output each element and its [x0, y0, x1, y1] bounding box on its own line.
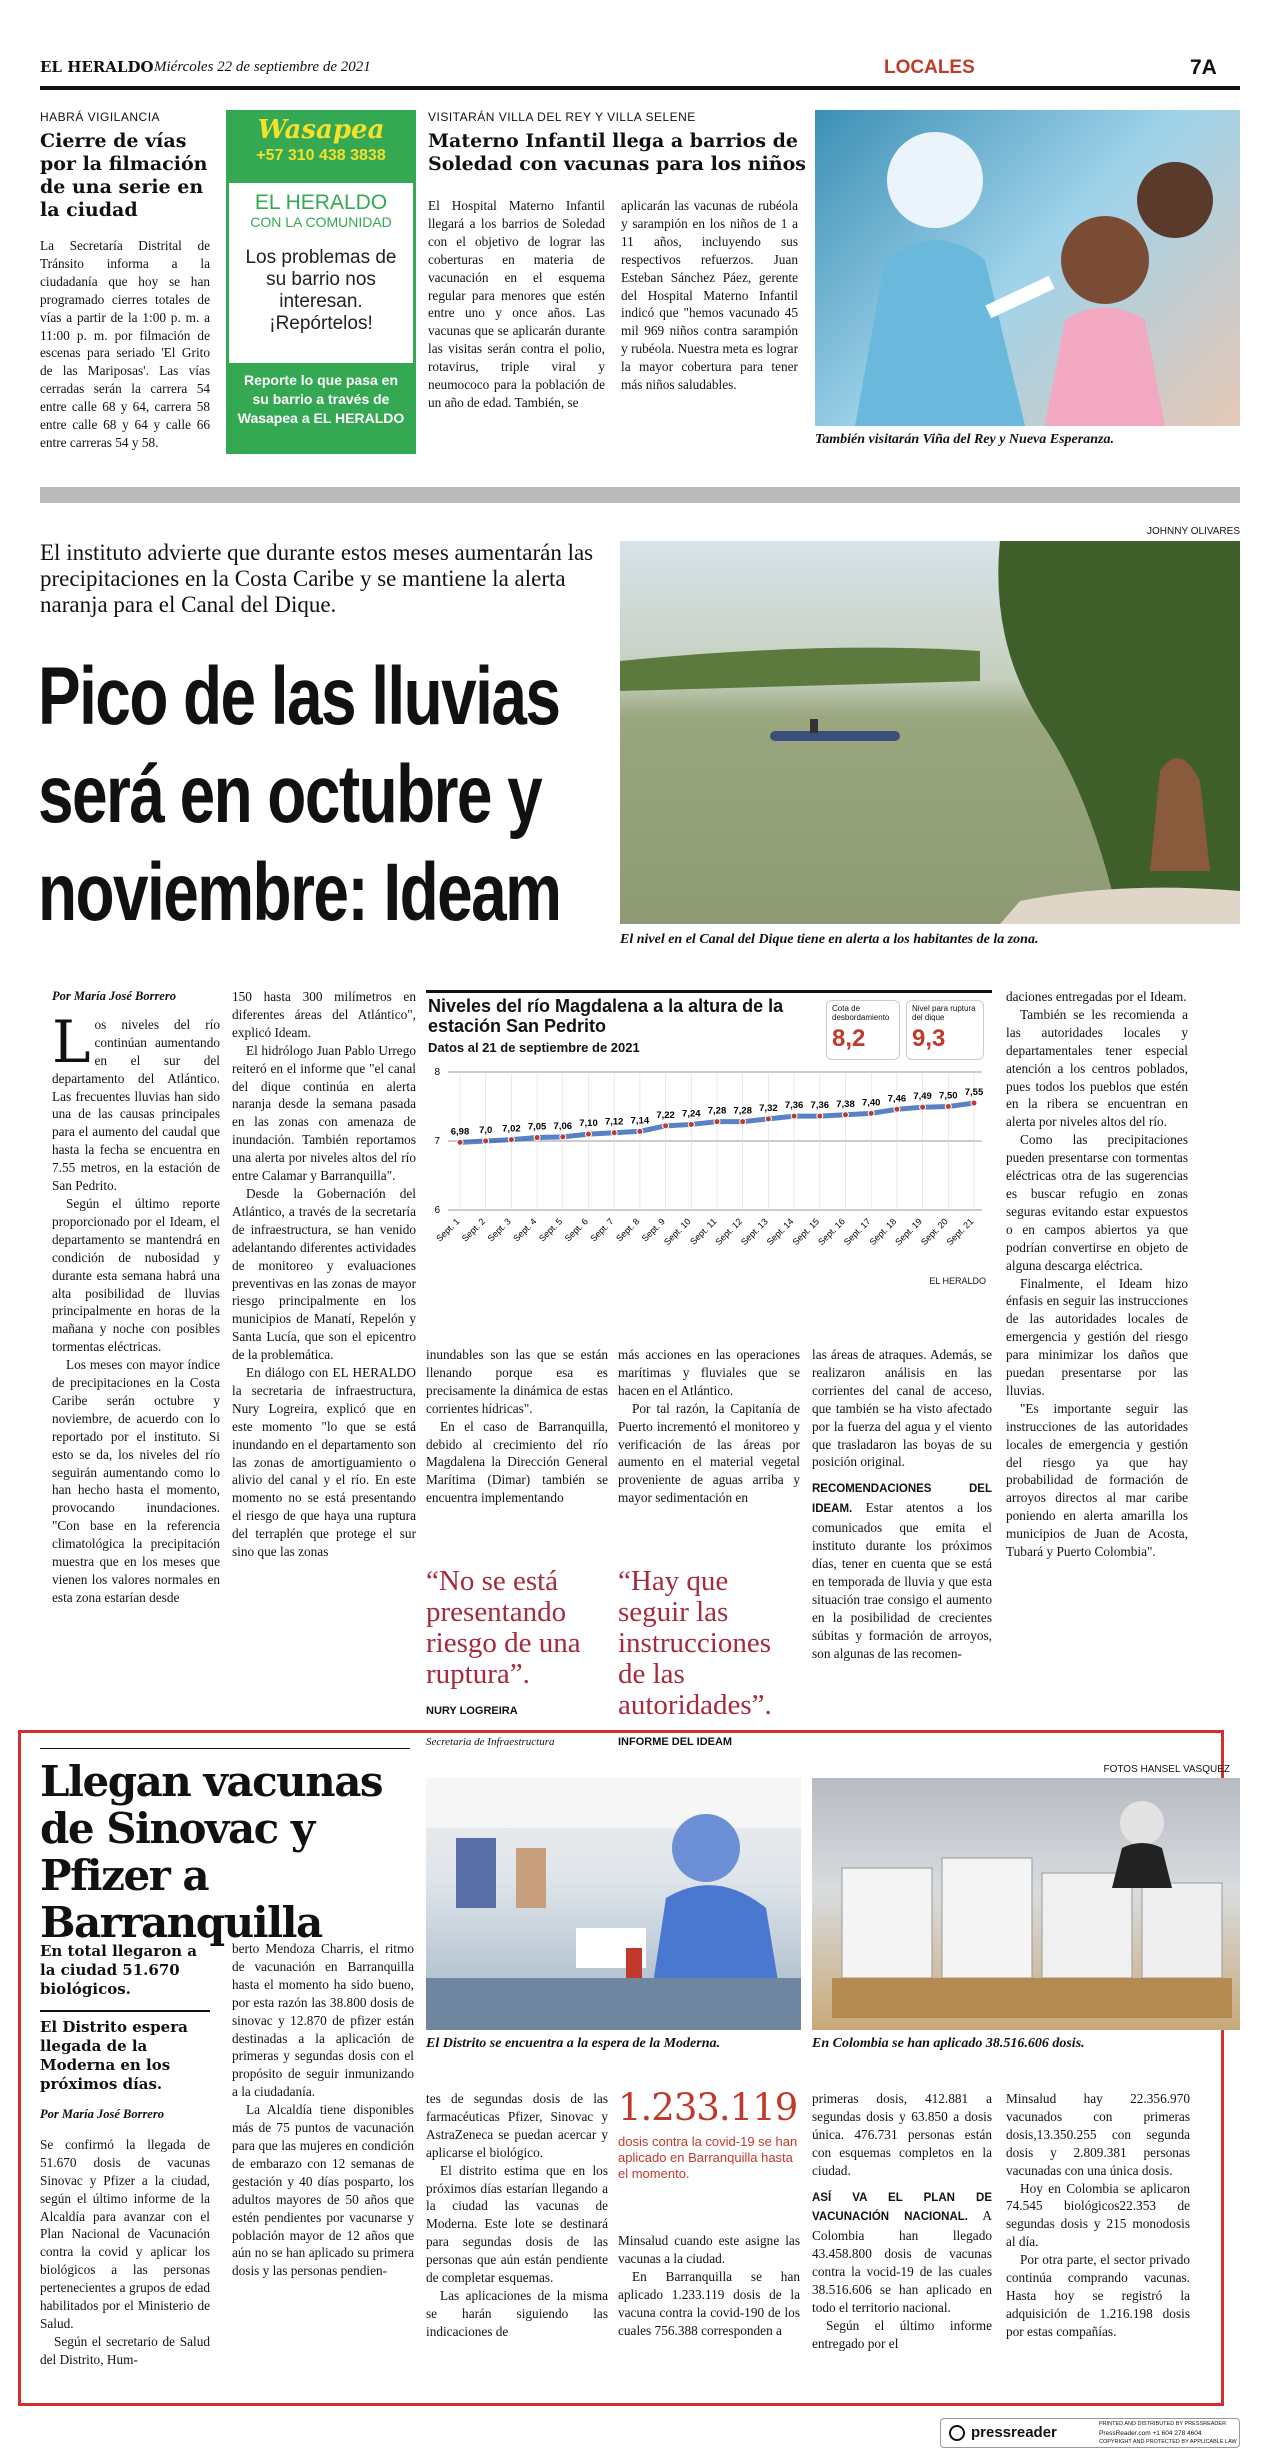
photo-credit: FOTOS HANSEL VASQUEZ	[1103, 1764, 1230, 1775]
story3-headline	[38, 652, 618, 952]
wasapea-cta[interactable]: Reporte lo que pasa en su barrio a través de Wasapea a EL HERALDO	[229, 363, 413, 451]
y-tick-label: 6	[434, 1205, 440, 1216]
x-tick-label: Sept. 1	[434, 1216, 462, 1244]
quote-role: Secretaria de Infraestructura	[426, 1736, 555, 1748]
paragraph: Minsalud cuando este asigne las vacunas a la ciudad.	[618, 2233, 800, 2266]
data-label: 7,0	[479, 1125, 493, 1136]
photo-art	[620, 541, 1240, 924]
paragraph: Se confirmó la llegada de 51.670 dosis de vacunas Sinovac y Pfizer a la ciudad, según el último informe de la Alcaldía para avanzar con el Plan Nacional de Vacunación contra la covid y aplicar los biológicos a las personas pertenecientes a grupos de edad habilitados por el Ministerio de Salud.	[40, 2136, 210, 2331]
data-point	[637, 1128, 643, 1134]
story4-sub-1: En total llegaron a la ciudad 51.670 biológicos.	[40, 1942, 197, 1998]
data-point	[457, 1139, 463, 1145]
paragraph: os niveles del río continúan aumentando en el sur del departamento del Atlántico. Las frecuentes lluvias han sido una de las causas principales para el aumento del caudal que hasta la fecha se encuentra en 7.55 metros, en la estación de San Pedrito.	[52, 1016, 220, 1194]
photo-credit: JOHNNY OLIVARES	[1147, 526, 1240, 537]
box-label: Nivel para ruptura del dique	[912, 1004, 976, 1022]
data-point	[688, 1121, 694, 1127]
x-tick-label: Sept. 12	[713, 1216, 745, 1248]
data-label: 6,98	[450, 1126, 470, 1138]
box-label: Cota de desbordamiento	[832, 1004, 890, 1022]
byline: Por María José Borrero	[40, 2107, 164, 2121]
photo-art	[426, 1778, 801, 2030]
box-value: 9,3	[912, 1025, 946, 1052]
paragraph: "Es importante seguir las instrucciones de las autoridades locales de emergencia y gestión del riesgo ya que hay probabilidad de formación de arroyos directos al mar caribe poniendo en alerta amarilla los municipios de Juan de Acosta, Tubará y Puerto Colombia".	[1006, 1400, 1188, 1560]
paragraph: En el caso de Barranquilla, debido al crecimiento del río Magdalena la Dirección General Marítima (Dimar) también se encuentra implementando	[426, 1418, 608, 1506]
data-point	[817, 1113, 823, 1119]
story4-top-rule	[40, 1748, 410, 1749]
data-label: 7,28	[707, 1105, 727, 1117]
x-tick-label: Sept. 16	[816, 1216, 847, 1248]
paragraph: También se les recomienda a las autoridades locales y departamentales tener especial atención a los centros poblados, pues todos los pueblos que estén en la ribera se encuentran en alerta por niveles altos del río.	[1006, 1006, 1188, 1130]
story3-col-6	[1006, 988, 1188, 1561]
data-point	[508, 1137, 514, 1143]
brand-sub: CON LA COMUNIDAD	[250, 214, 392, 230]
y-tick-label: 8	[434, 1067, 440, 1078]
data-label: 7,38	[836, 1098, 855, 1110]
chart-top-rule	[426, 990, 992, 993]
data-point	[663, 1123, 669, 1129]
x-tick-label: Sept. 5	[536, 1216, 565, 1244]
paragraph: En diálogo con EL HERALDO la secretaria de infraestructura, Nury Logreira, explicó que en este momento "lo que se está inundando en el departamento son las zonas de amortiguamiento o alivio del canal y el río. En este momento no se está presentando el riesgo de que haya una ruptura del terraplén que protege el sur sino que las zonas	[232, 1365, 416, 1560]
byline: Por María José Borrero	[52, 989, 176, 1003]
data-point	[843, 1112, 849, 1118]
brand-name: EL HERALDO	[254, 191, 388, 214]
data-point	[483, 1138, 489, 1144]
body-col-1: El Hospital Materno Infantil llegará a los barrios de Soledad con el objetivo de lograr las coberturas en materia de vacunación en el esquema regular para menores que estén entre uno y once años. Las vacunas que se aplicarán durante las visitas serán contra el polio, rotavirus, triple viral y neumococo para la población de un año de edad. También, se	[428, 198, 605, 410]
y-tick-label: 7	[434, 1136, 440, 1147]
data-point	[791, 1113, 797, 1119]
x-tick-label: Sept. 21	[944, 1216, 976, 1248]
wasapea-message: Los problemas de su barrio nos interesan. ¡Repórtelos!	[245, 247, 397, 334]
kicker: VISITARÁN VILLA DEL REY Y VILLA SELENE	[428, 110, 696, 124]
paragraph: Las aplicaciones de la misma se harán siguiendo las indicaciones de	[426, 2287, 608, 2339]
paragraph	[812, 2188, 992, 2317]
data-label: 7,36	[810, 1100, 830, 1112]
data-label: 7,46	[887, 1093, 907, 1105]
section-name: LOCALES	[884, 57, 975, 78]
paragraph: Según el último reporte proporcionado por el Ideam, el departamento se mantendrá en condición de nubosidad y durante esta semana habrá una alta posibilidad de lluvias principalmente en horas de la mañana y noche con posibles tormentas eléctricas.	[52, 1195, 220, 1355]
data-label: 7,24	[682, 1108, 701, 1120]
chart-plot	[426, 1060, 992, 1275]
photo-caption: En Colombia se han aplicado 38.516.606 dosis.	[812, 2036, 1085, 2051]
story4-col-2	[232, 1940, 414, 2280]
paragraph-text: A Colombia han llegado 43.458.800 dosis de vacunas contra la vocid-19 de las cuales 38.516.606 se han aplicado en todo el territorio nacional.	[812, 2208, 992, 2315]
issue-date: Miércoles 22 de septiembre de 2021	[154, 59, 371, 75]
paragraph: tes de segundas dosis de las farmacéuticas Pfizer, Sinovac y AstraZeneca se puedan acercar y aplicarse el biológico.	[426, 2091, 608, 2160]
fine-print-2: PressReader.com +1 604 278 4604	[1099, 2430, 1202, 2437]
data-point	[611, 1130, 617, 1136]
overflow-level-box	[826, 1000, 900, 1060]
story4-col-5	[812, 2090, 992, 2353]
data-point	[920, 1104, 926, 1110]
photo-canal-del-dique	[620, 541, 1240, 924]
paragraph-text: Estar atentos a los comunicados que emita el instituto durante los próximos días, tener en cuenta que se está en temporada de lluvia y que esta situación trae consigo el aumento en la posibilidad de crecientes súbitas y formación de arroyos, son algunas de las recomen-	[812, 1500, 992, 1661]
story-road-closures	[40, 110, 210, 452]
drop-cap: L	[52, 1007, 91, 1076]
sub-divider	[40, 2010, 210, 2012]
data-label: 7,12	[604, 1116, 624, 1128]
paragraph: En Barranquilla se han aplicado 1.233.119 dosis de la vacuna contra la covid-190 de los cuales 756.388 corresponden a	[618, 2268, 800, 2338]
story3-col-3	[426, 1346, 608, 1507]
x-tick-label: Sept. 8	[614, 1216, 642, 1244]
headline-line-3: noviembre: Ideam	[38, 847, 561, 938]
story3-col-2	[232, 988, 416, 1561]
headline: Materno Infantil llega a barrios de Soledad con vacunas para los niños	[428, 130, 806, 175]
body-text: La Secretaría Distrital de Tránsito informa a la ciudadanía que hoy se han programado cierres totales de vías a partir de la 1:00 p. m. a 11:00 p. m. por filmación de escenas para seriado 'El Grito de las Mariposas'. Las vías cerradas serán la carrera 54 entre calle 68 y 64, carrera 58 entre calle 68 y 64 y calle 66 entre carreras 54 y 58.	[40, 238, 210, 450]
wasapea-banner	[229, 113, 413, 183]
x-tick-label: Sept. 4	[511, 1216, 539, 1244]
story4-headline: Llegan vacunas de Sinovac y Pfizer a Barranquilla	[40, 1757, 383, 1947]
story-materno-infantil	[428, 110, 808, 410]
photo-vaccination-child	[815, 110, 1240, 426]
data-point	[560, 1134, 566, 1140]
data-label: 7,40	[861, 1097, 881, 1109]
x-tick-label: Sept. 10	[661, 1216, 693, 1248]
chart-title: Niveles del río Magdalena a la altura de la estación San Pedrito	[428, 996, 784, 1036]
data-point	[894, 1106, 900, 1112]
data-point	[740, 1119, 746, 1125]
x-tick-label: Sept. 9	[639, 1216, 668, 1244]
paragraph: daciones entregadas por el Ideam.	[1006, 989, 1187, 1004]
paragraph: El distrito estima que en los próximos días estarían llegando a la ciudad las vacunas de Moderna. Este lote se destinará para segundas dosis de las personas que aún están pendiente de completar esquemas.	[426, 2162, 608, 2286]
paragraph: Según el secretario de Salud del Distrito, Hum-	[40, 2333, 210, 2367]
box-value: 8,2	[832, 1025, 866, 1052]
pressreader-icon	[949, 2425, 965, 2441]
chart-source: EL HERALDO	[929, 1276, 986, 1286]
x-tick-label: Sept. 3	[485, 1216, 513, 1244]
photo-caption: También visitarán Viña del Rey y Nueva Esperanza.	[815, 432, 1114, 447]
data-label: 7,49	[913, 1091, 932, 1103]
headline: Cierre de vías por la filmación de una serie en la ciudad	[40, 130, 208, 221]
big-number-callout	[618, 2086, 800, 2182]
paragraph: Desde la Gobernación del Atlántico, a través de la secretaría de infraestructura, se han venido adelantando diferentes actividades de monitoreo y evaluaciones preventivas en las zonas de mayor riesgo principalmente en los municipios de Manatí, Repelón y Santa Lucía, que son el epicentro de la problemática.	[232, 1185, 416, 1363]
pressreader-badge[interactable]	[940, 2418, 1240, 2448]
quote-source: NURY LOGREIRA	[426, 1705, 518, 1717]
paragraph: Los meses con mayor índice de precipitaciones en la Costa Caribe serán octubre y noviembre, de acuerdo con lo reportado por el instituto. Si esto se da, los niveles del río seguirán aumentando como lo han hecho hasta el momento, provocando inundaciones. "Con base en la referencia climatológica la precipitación muestra que en los meses que vienen los valores normales en esta zona estarían desde	[52, 1357, 220, 1605]
data-point	[971, 1100, 977, 1106]
chart-subtitle: Datos al 21 de septiembre de 2021	[428, 1040, 640, 1055]
wasapea-phone[interactable]: +57 310 438 3838	[256, 147, 386, 164]
x-tick-label: Sept. 15	[790, 1216, 822, 1248]
story3-deck: El instituto advierte que durante estos meses aumentarán las precipitaciones en la Costa Caribe y se mantiene la alerta naranja para el Canal del Dique.	[40, 540, 594, 617]
story4-sub-2: El Distrito espera llegada de la Moderna en los próximos días.	[40, 2018, 188, 2093]
paragraph: 150 hasta 300 milímetros en diferentes áreas del Atlántico", explicó Ideam.	[232, 989, 416, 1040]
paragraph: las áreas de atraques. Además, se realizaron análisis en las corrientes del canal de acceso, que también se ha visto afectado por la fuerza del agua y el viento que trasladaron las boyas de su posición original.	[812, 1347, 992, 1470]
kicker: HABRÁ VIGILANCIA	[40, 110, 161, 124]
subhead: RECOMENDACIONES DEL IDEAM.	[812, 1483, 992, 1516]
paragraph: Por tal razón, la Capitanía de Puerto incrementó el monitoreo y verificación de las áreas por aumento en el material vegetal proveniente de aguas arriba y mayor sedimentación en	[618, 1400, 800, 1506]
rupture-level-box	[906, 1000, 984, 1060]
paragraph: inundables son las que se están llenando porque esa es precisamente la dinámica de estas corrientes hídricas".	[426, 1347, 608, 1416]
data-point	[945, 1104, 951, 1110]
fine-print-3: COPYRIGHT AND PROTECTED BY APPLICABLE LAW	[1099, 2439, 1237, 2445]
data-label: 7,36	[784, 1100, 804, 1112]
masthead	[40, 58, 1240, 92]
data-label: 7,50	[939, 1090, 958, 1102]
data-point	[586, 1131, 592, 1137]
data-label: 7,06	[553, 1120, 573, 1132]
photo-caption: El nivel en el Canal del Dique tiene en alerta a los habitantes de la zona.	[620, 932, 1039, 947]
page-number: 7A	[1190, 56, 1217, 79]
data-label: 7,22	[656, 1109, 675, 1121]
wasapea-title: Wasapea	[257, 115, 385, 145]
wasapea-ad	[226, 110, 416, 454]
big-number-text: dosis contra la covid-19 se han aplicado en Barranquilla hasta el momento.	[618, 2134, 798, 2181]
paragraph: Según el último informe entregado por el	[812, 2317, 992, 2351]
x-tick-label: Sept. 7	[588, 1216, 616, 1244]
paragraph: Finalmente, el Ideam hizo énfasis en seguir las instrucciones de las autoridades locales de emergencia y gestión del riesgo para minimizar los daños que puedan presentarse por las lluvias.	[1006, 1275, 1188, 1398]
quote-text: “No se está presentando riesgo de una ruptura”.	[426, 1565, 581, 1690]
story4-col-6	[1006, 2090, 1190, 2341]
photo-caption: El Distrito se encuentra a la espera de la Moderna.	[426, 2036, 721, 2051]
paragraph	[812, 1479, 992, 1662]
x-tick-label: Sept. 11	[688, 1216, 719, 1247]
x-tick-label: Sept. 6	[562, 1216, 590, 1244]
pressreader-brand: pressreader	[971, 2424, 1057, 2441]
section-divider	[40, 487, 1240, 503]
data-label: 7,32	[759, 1102, 778, 1114]
data-label: 7,10	[579, 1118, 598, 1130]
story3-col-1	[52, 988, 220, 1607]
x-tick-label: Sept. 18	[867, 1216, 899, 1248]
story3-col-5	[812, 1346, 992, 1662]
brand-block	[229, 191, 413, 230]
paragraph: más acciones en las operaciones marítimas y fluviales que se hacen en el Atlántico.	[618, 1347, 800, 1398]
quote-source: INFORME DEL IDEAM	[618, 1736, 733, 1748]
paragraph: La Alcaldía tiene disponibles más de 75 puntos de vacunación para que las mujeres en condición de embarazo con 12 semanas de gestación y 40 días posparto, los adultos mayores de 50 años que estén pendientes por vacunarse y población mayor de 12 años que aún no se han aplicado su primera dosis y las personas pendien-	[232, 2102, 414, 2279]
subhead: ASÍ VA EL PLAN DE VACUNACIÓN NACIONAL.	[812, 2191, 992, 2224]
data-point	[868, 1110, 874, 1116]
paragraph: berto Mendoza Charris, el ritmo de vacunación en Barranquilla hasta el momento ha sido bueno, por esta razón las 38.800 dosis de sinovac y 12.870 de pfizer están destinadas a la aplicación de primeras y segundas dosis con el propósito de seguir inmunizando a la ciudadanía.	[232, 1941, 414, 2100]
paragraph: Por otra parte, el sector privado continúa comprando vacunas. Hasta hoy se registró la adquisición de 1.216.198 dosis por estas compañías.	[1006, 2252, 1190, 2339]
masthead-rule	[40, 86, 1240, 90]
story4-col-4	[618, 2232, 800, 2339]
big-number: 1.233.119	[618, 2086, 798, 2129]
fine-print-1: PRINTED AND DISTRIBUTED BY PRESSREADER	[1099, 2421, 1227, 2427]
river-level-chart	[426, 990, 992, 1290]
x-tick-label: Sept. 19	[893, 1216, 925, 1248]
data-point	[534, 1135, 540, 1141]
data-label: 7,14	[630, 1115, 650, 1127]
paper-name: EL HERALDO	[40, 58, 154, 76]
paragraph: primeras dosis, 412.881 a segundas dosis y 63.850 a dosis única. 476.731 personas están con esquemas completos en la ciudad.	[812, 2091, 992, 2178]
paragraph: El hidrólogo Juan Pablo Urrego reiteró en el informe que "el canal del dique continúa en alerta naranja desde la semana pasada en las zonas con amenaza de inundación. También reportamos una alerta por niveles altos del río entre Calamar y Barranquilla".	[232, 1042, 416, 1184]
quote-text: “Hay que seguir las instrucciones de las autoridades”.	[618, 1565, 772, 1721]
story4-col-3	[426, 2090, 608, 2341]
data-point	[765, 1116, 771, 1122]
paragraph: Minsalud hay 22.356.970 vacunados con primeras dosis,13.350.255 con segunda dosis y 2.809.381 personas vacunadas con una única dosis.	[1006, 2091, 1190, 2178]
headline-line-2: será en octubre y	[38, 749, 542, 840]
headline-line-1: Pico de las lluvias	[38, 652, 560, 742]
photo-art	[812, 1778, 1240, 2030]
photo-vaccination-center	[426, 1778, 801, 2030]
photo-art	[815, 110, 1240, 426]
story4-col-1	[40, 2106, 210, 2369]
data-label: 7,28	[733, 1105, 752, 1117]
x-tick-label: Sept. 20	[918, 1216, 950, 1248]
data-label: 7,05	[527, 1121, 547, 1133]
story3-col-4	[618, 1346, 800, 1507]
data-point	[714, 1119, 720, 1125]
paragraph: Como las precipitaciones pueden presentarse con tormentas eléctricas otra de las sugerencias es buscar refugio en zonas seguras evitando estar expuestos o en campos abiertos ya que podrían convertirse en objeto de alguna descarga eléctrica.	[1006, 1132, 1188, 1273]
x-tick-label: Sept. 14	[764, 1216, 796, 1248]
x-tick-label: Sept. 17	[841, 1216, 873, 1248]
photo-vaccine-boxes	[812, 1778, 1240, 2030]
body-col-2: aplicarán las vacunas de rubéola y sarampión en los niños de 1 a 11 años, incluyendo sus respectivos refuerzos. Juan Esteban Sánchez Páez, gerente del Hospital Materno Infantil indicó que "hemos vacunado 45 mil 969 niños contra sarampión y rubéola. Nuestra meta es lograr la mayor cobertura para tener más niños saludables.	[621, 198, 798, 393]
x-tick-label: Sept. 2	[459, 1216, 488, 1244]
x-tick-label: Sept. 13	[739, 1216, 770, 1248]
data-label: 7,55	[964, 1087, 984, 1099]
paragraph: Hoy en Colombia se aplicaron 74.545 biológicos22.353 de segundas dosis y 215 monodosis al día.	[1006, 2180, 1190, 2250]
data-label: 7,02	[502, 1123, 521, 1135]
